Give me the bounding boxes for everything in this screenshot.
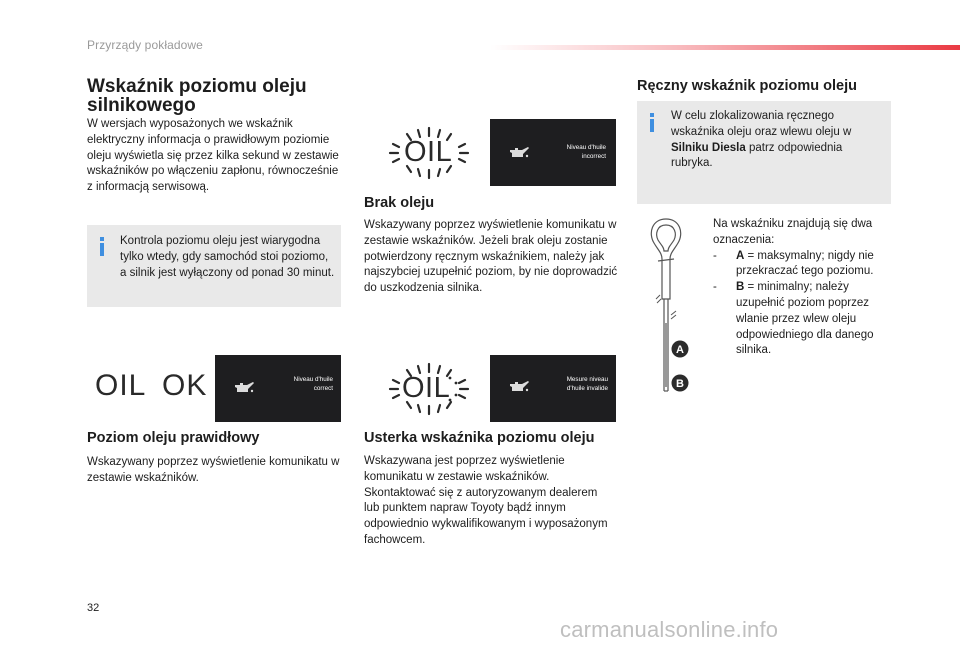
display-message: Mesure niveau d'huile invalide [566, 376, 608, 392]
section-header: Przyrządy pokładowe [87, 38, 203, 52]
no-oil-text: Wskazywany poprzez wyświetlenie komunikatu w zestawie wskaźników. Jeżeli brak oleju zostanie potwierdzony ręcznym wskaźnikiem, należy jak najszybciej uzupełnić poziom, by nie doprowadzić do uszkodzenia silnika. [364, 219, 618, 295]
display-message: Niveau d'huile incorrect [566, 144, 606, 160]
correct-text: Wskazywany poprzez wyświetlenie komunikatu w zestawie wskaźników. [87, 456, 340, 484]
svg-text:B: B [676, 378, 684, 390]
display-ok-text: OK [162, 369, 208, 402]
section-title-correct: Poziom oleju prawidłowy [87, 430, 260, 446]
display-oil-text: OIL [95, 369, 147, 402]
header-accent-line [490, 45, 960, 50]
page-title: Wskaźnik poziomu oleju silnikowego [87, 76, 307, 116]
display-panel-oil-ok [87, 355, 341, 422]
display-message: Niveau d'huile correct [293, 376, 333, 392]
info-box-manual [637, 101, 891, 204]
section-title-manual: Ręczny wskaźnik poziomu oleju [637, 78, 857, 94]
display-oil-text: OIL [404, 136, 453, 168]
info-box-level-check [87, 225, 341, 307]
manual-intro: Na wskaźniku znajdują się dwa oznaczenia: [713, 218, 873, 246]
manual-description [713, 217, 889, 359]
watermark: carmanualsonline.info [560, 617, 779, 642]
list-item-a: - A = maksymalny; nigdy nie przekraczać tego poziomu. [713, 249, 874, 278]
display-panel-no-oil [364, 119, 616, 186]
oil-can-icon [508, 145, 530, 159]
display-panel-fault [364, 355, 616, 422]
oil-can-icon [233, 380, 255, 394]
manual-info-text: W celu zlokalizowania ręcznego wskaźnika oleju oraz wlewu oleju w Silniku Diesla patrz odpowiednia rubryka. [671, 110, 852, 170]
page-number: 32 [87, 602, 100, 614]
fault-text: Wskazywana jest poprzez wyświetlenie komunikatu w zestawie wskaźników. Skontaktować się z autoryzowanym dealerem lub punktem napraw Toyoty bądź innym odpowiednio wykwalifikowanym i wyposażonym fachowcem. [364, 455, 608, 546]
info-text: Kontrola poziomu oleju jest wiarygodna tylko wtedy, gdy samochód stoi poziomo, a silnik jest wyłączony od ponad 30 minut. [120, 235, 335, 279]
section-title-no-oil: Brak oleju [364, 195, 435, 211]
svg-text:A: A [676, 344, 684, 356]
info-icon [100, 237, 104, 256]
marker-b [671, 374, 689, 392]
dipstick-illustration [640, 215, 700, 395]
info-icon [650, 113, 654, 132]
marker-a [671, 340, 689, 358]
section-title-fault: Usterka wskaźnika poziomu oleju [364, 430, 595, 446]
intro-paragraph: W wersjach wyposażonych we wskaźnik elektryczny informacja o prawidłowym poziomie oleju wyświetla się przez kilka sekund w zestawie wskaźników po włączeniu zapłonu, równocześnie z informacją serwisową. [87, 118, 339, 194]
list-item-b: - B = minimalny; należy uzupełnić poziom poprzez wlanie przez wlew oleju odpowiedniego dla danego silnika. [713, 281, 874, 357]
oil-can-icon [508, 379, 530, 393]
display-oil-text: OIL [402, 372, 451, 404]
